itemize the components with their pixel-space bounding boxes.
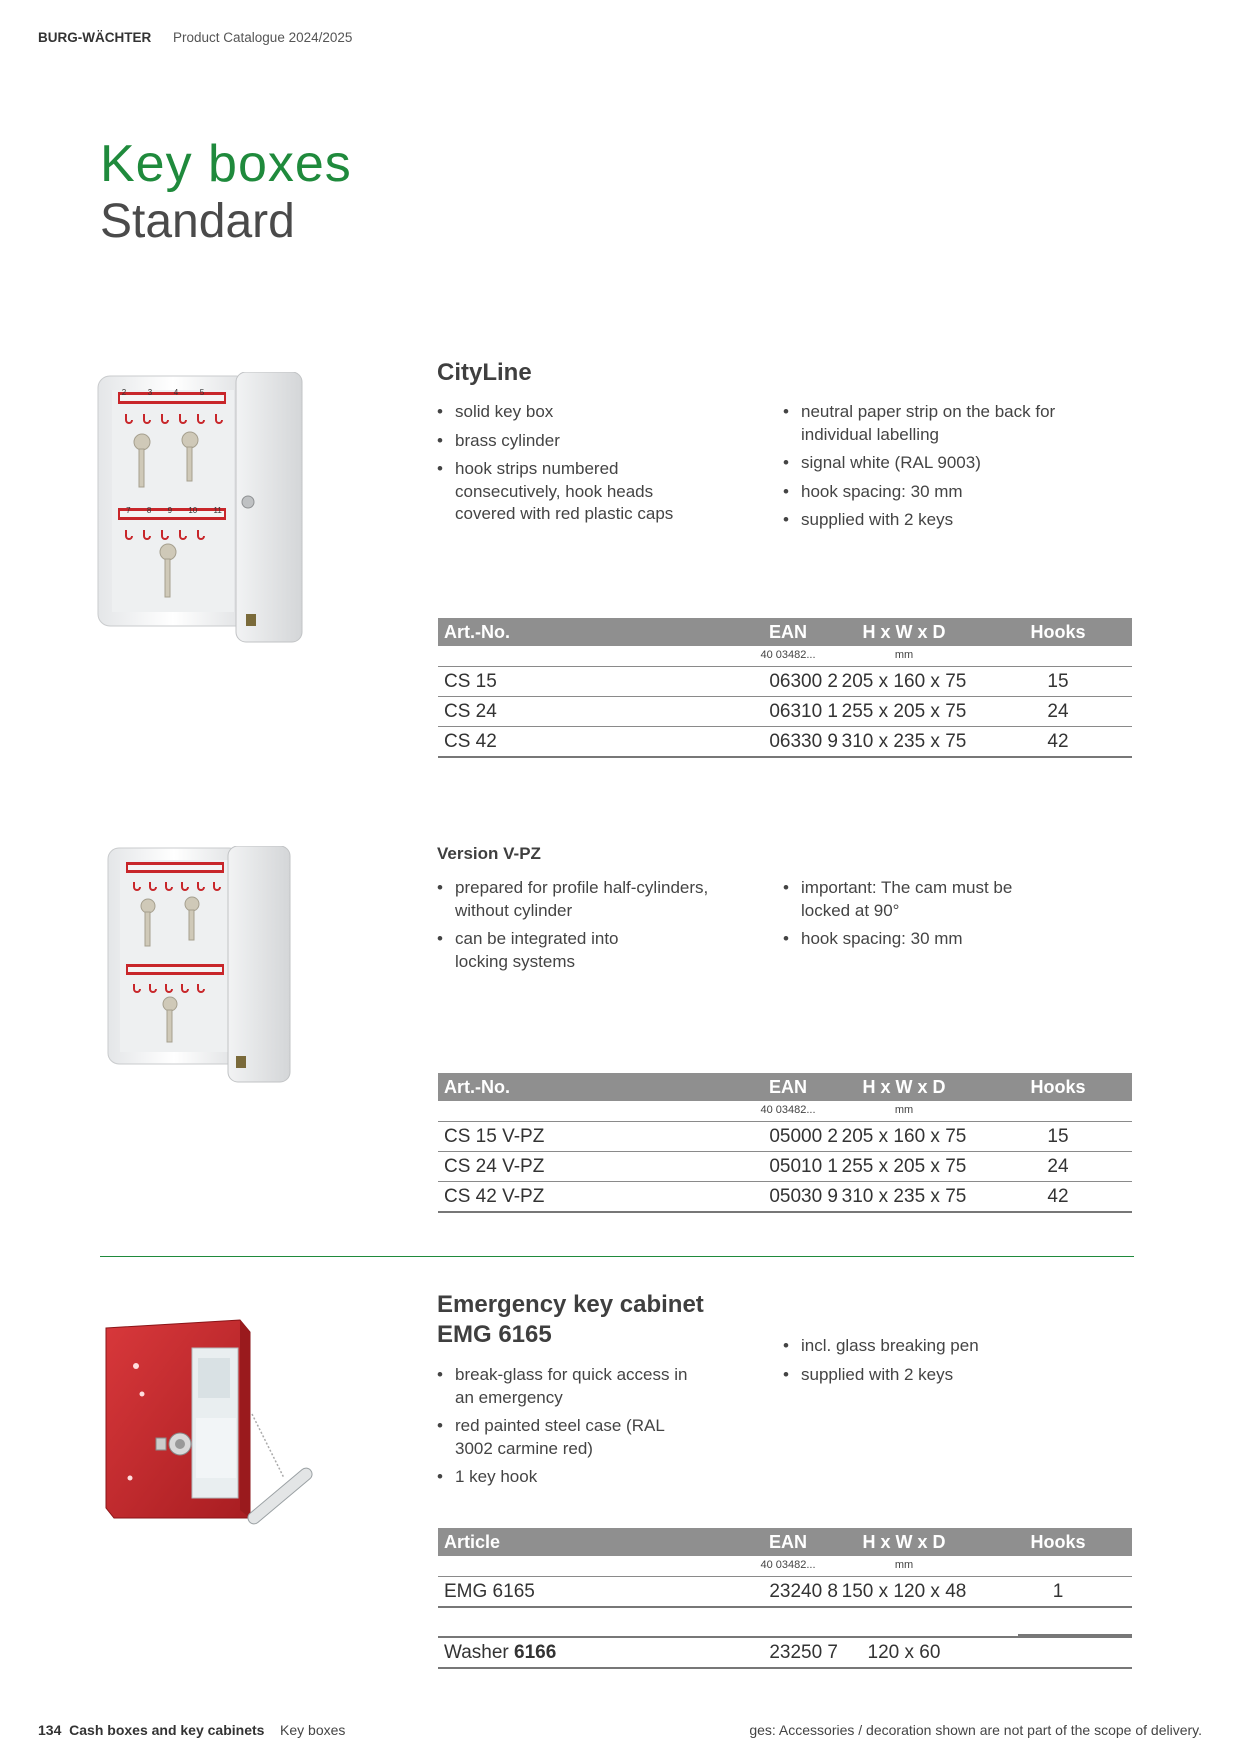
ean-prefix: 40 03482...: [760, 1104, 816, 1116]
table-row: [438, 1122, 1132, 1152]
vpz-key-box-image: [106, 846, 296, 1086]
table-row: [438, 1152, 1132, 1182]
table-spacer: [438, 1608, 1132, 1636]
hook-number: 2: [121, 388, 127, 397]
table-subheader: [438, 1556, 1132, 1577]
cell-hooks: 15: [1047, 671, 1069, 692]
col-hooks: Hooks: [1030, 1532, 1086, 1552]
cell-article: CS 42 V-PZ: [444, 1186, 545, 1207]
cell-hooks: 15: [1047, 1126, 1069, 1147]
feature-item: • supplied with 2 keys: [783, 509, 1083, 532]
col-article: Art.-No.: [444, 622, 510, 642]
cityline-table: [438, 618, 1132, 758]
catalogue-name: Product Catalogue 2024/2025: [173, 30, 353, 45]
dim-unit: mm: [894, 649, 914, 661]
emg-features-left: [437, 1364, 707, 1495]
ean-prefix: 40 03482...: [760, 649, 816, 661]
emg-table: [438, 1528, 1132, 1669]
cell-article: CS 24 V-PZ: [444, 1156, 545, 1177]
col-ean: EAN: [768, 622, 807, 642]
hook-number: 3: [147, 388, 153, 397]
cell-hooks: 1: [1052, 1581, 1064, 1602]
cell-dimensions: 310 x 235 x 75: [841, 731, 967, 752]
vpz-features-right: [783, 877, 1063, 957]
cityline-features-left: [437, 401, 707, 532]
cell-dimensions: 255 x 205 x 75: [841, 701, 967, 722]
cell-ean: 05000 2: [769, 1126, 838, 1147]
cell-ean: 05010 1: [769, 1156, 838, 1177]
table-row-washer: [438, 1636, 1132, 1669]
table-row: [438, 697, 1132, 727]
feature-item: • brass cylinder: [437, 430, 707, 453]
vpz-table: [438, 1073, 1132, 1213]
feature-item: • important: The cam must be locked at 90°: [783, 877, 1031, 922]
hook-number: 9: [167, 506, 173, 515]
cell-dimensions: 120 x 60: [867, 1642, 941, 1663]
table-subheader: [438, 1101, 1132, 1122]
cell-ean: 05030 9: [769, 1186, 838, 1207]
footer-subsection: Key boxes: [280, 1722, 346, 1738]
hook-number: 10: [188, 506, 198, 515]
feature-item: • hook strips numbered consecutively, hook heads covered with red plastic caps: [437, 458, 707, 526]
cell-dimensions: 205 x 160 x 75: [841, 1126, 967, 1147]
cell-dimensions: 150 x 120 x 48: [841, 1581, 967, 1602]
table-subheader: [438, 646, 1132, 667]
feature-item: • neutral paper strip on the back for individual labelling: [783, 401, 1083, 446]
washer-prefix: Washer: [444, 1642, 509, 1663]
hook-number: 11: [213, 506, 222, 515]
section-divider: [100, 1256, 1134, 1257]
cell-hooks: 42: [1047, 731, 1069, 752]
cell-ean: 23250 7: [769, 1642, 838, 1663]
col-ean: EAN: [768, 1532, 807, 1552]
feature-item: • solid key box: [437, 401, 707, 424]
cell-dimensions: 255 x 205 x 75: [841, 1156, 967, 1177]
cell-ean: 06330 9: [769, 731, 838, 752]
table-row: [438, 667, 1132, 697]
cityline-features-right: [783, 401, 1083, 538]
table-header: [438, 1528, 1132, 1556]
emergency-key-cabinet-image: [100, 1318, 320, 1538]
page-subtitle: Standard: [100, 195, 295, 248]
brand-name: BURG-WÄCHTER: [38, 30, 152, 45]
vpz-heading: Version V-PZ: [437, 844, 541, 863]
col-dimensions: H x W x D: [862, 1532, 946, 1552]
washer-number: 6166: [514, 1642, 557, 1663]
page-header: [38, 30, 352, 45]
col-dimensions: H x W x D: [862, 622, 946, 642]
cell-article: [444, 1642, 556, 1664]
cell-article: CS 42: [444, 731, 497, 752]
table-row: [438, 1577, 1132, 1608]
hook-number: 4: [173, 388, 179, 397]
emg-heading: [437, 1290, 704, 1350]
table-header: [438, 1073, 1132, 1101]
emg-heading-line2: EMG 6165: [437, 1321, 552, 1348]
cell-ean: 23240 8: [769, 1581, 838, 1602]
table-row: [438, 1182, 1132, 1213]
col-ean: EAN: [768, 1077, 807, 1097]
cell-article: CS 15: [444, 671, 497, 692]
col-dimensions: H x W x D: [862, 1077, 946, 1097]
feature-item: • 1 key hook: [437, 1466, 707, 1489]
cell-article: CS 15 V-PZ: [444, 1126, 545, 1147]
col-hooks: Hooks: [1030, 622, 1086, 642]
feature-item: • prepared for profile half-cylinders, without cylinder: [437, 877, 737, 922]
page-number: 134: [38, 1722, 62, 1738]
footer-section: Cash boxes and key cabinets: [69, 1722, 265, 1738]
cell-hooks: 42: [1047, 1186, 1069, 1207]
ean-prefix: 40 03482...: [760, 1559, 816, 1571]
feature-item: • supplied with 2 keys: [783, 1364, 1063, 1387]
emg-heading-line1: Emergency key cabinet: [437, 1291, 704, 1318]
feature-item: • incl. glass breaking pen: [783, 1335, 1063, 1358]
hook-number: 7: [126, 506, 131, 515]
cell-ean: 06310 1: [769, 701, 838, 722]
feature-item: • break-glass for quick access in an emergency: [437, 1364, 707, 1409]
cell-ean: 06300 2: [769, 671, 838, 692]
emg-features-right: [783, 1335, 1063, 1392]
cell-article: CS 24: [444, 701, 497, 722]
cityline-heading: CityLine: [437, 359, 532, 386]
hook-number: 5: [199, 388, 205, 397]
cell-article: EMG 6165: [444, 1581, 535, 1602]
feature-item: • hook spacing: 30 mm: [783, 928, 1063, 951]
cell-hooks: 24: [1047, 1156, 1069, 1177]
feature-item: • signal white (RAL 9003): [783, 452, 1083, 475]
col-article: Article: [444, 1532, 501, 1552]
table-header: [438, 618, 1132, 646]
cell-dimensions: 205 x 160 x 75: [841, 671, 967, 692]
vpz-features-left: [437, 877, 737, 979]
footer-note: ges: Accessories / decoration shown are not part of the scope of delivery.: [749, 1722, 1202, 1738]
col-article: Art.-No.: [444, 1077, 510, 1097]
dim-unit: mm: [894, 1559, 914, 1571]
table-row: [438, 727, 1132, 758]
col-hooks: Hooks: [1030, 1077, 1086, 1097]
dim-unit: mm: [894, 1104, 914, 1116]
cell-hooks: 24: [1047, 701, 1069, 722]
page-title: Key boxes: [100, 135, 352, 193]
feature-item: • hook spacing: 30 mm: [783, 481, 1083, 504]
cityline-hook-numbers-top: [111, 388, 215, 397]
feature-item: • red painted steel case (RAL 3002 carmine red): [437, 1415, 665, 1460]
feature-item: • can be integrated into locking systems: [437, 928, 655, 973]
cell-dimensions: 310 x 235 x 75: [841, 1186, 967, 1207]
page-footer: [38, 1722, 345, 1738]
hook-number: 8: [146, 506, 152, 515]
cityline-hook-numbers-bottom: [118, 506, 230, 515]
